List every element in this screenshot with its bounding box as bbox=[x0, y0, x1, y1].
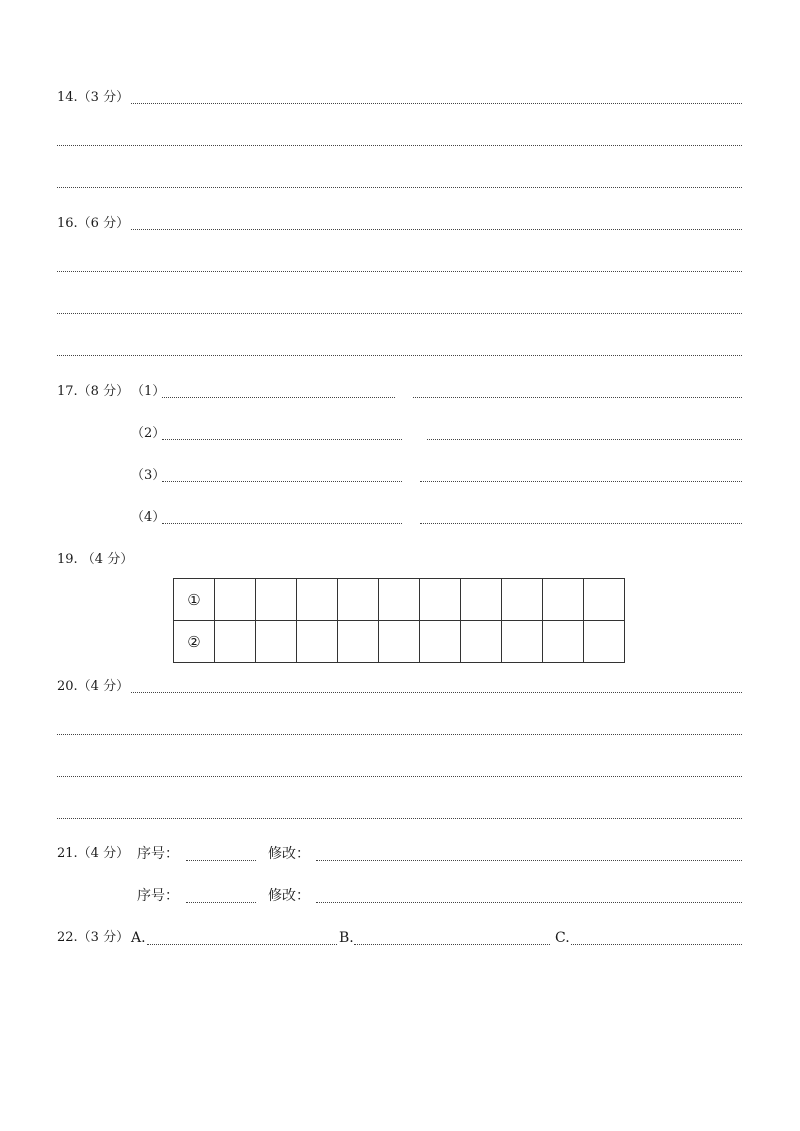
q19-box[interactable] bbox=[543, 579, 584, 621]
q19-box[interactable] bbox=[215, 579, 256, 621]
q20-answer-line-1[interactable] bbox=[131, 692, 742, 693]
q17-part-4-label: （4） bbox=[131, 510, 166, 525]
q19-box[interactable] bbox=[461, 621, 502, 663]
q20-answer-line-3[interactable] bbox=[57, 776, 742, 777]
q19-grid-row-2 bbox=[174, 621, 625, 663]
q14-answer-line-2[interactable] bbox=[57, 145, 742, 146]
q17-part-4-line-b[interactable] bbox=[420, 523, 742, 524]
q19-row-1-marker: ① bbox=[174, 579, 215, 621]
q22-option-a-label: A. bbox=[131, 930, 146, 946]
q19-box[interactable] bbox=[379, 621, 420, 663]
q20-answer-line-4[interactable] bbox=[57, 818, 742, 819]
q21-fix-line-1[interactable] bbox=[316, 860, 742, 861]
q22-option-c-line[interactable] bbox=[571, 944, 742, 945]
q19-box[interactable] bbox=[584, 579, 625, 621]
q19-box[interactable] bbox=[420, 579, 461, 621]
q19-box[interactable] bbox=[502, 621, 543, 663]
q16-answer-line-2[interactable] bbox=[57, 271, 742, 272]
q22-option-a-line[interactable] bbox=[147, 944, 337, 945]
q19-box[interactable] bbox=[256, 579, 297, 621]
q16-answer-line-3[interactable] bbox=[57, 313, 742, 314]
q19-box[interactable] bbox=[338, 579, 379, 621]
q19-label: 19. （4 分） bbox=[57, 552, 134, 567]
q14-answer-line-3[interactable] bbox=[57, 187, 742, 188]
q14-answer-line-1[interactable] bbox=[131, 103, 742, 104]
q17-part-1-line-b[interactable] bbox=[413, 397, 742, 398]
q19-row-2-marker: ② bbox=[174, 621, 215, 663]
q21-fix-line-2[interactable] bbox=[316, 902, 742, 903]
q17-part-4-line-a[interactable] bbox=[162, 523, 402, 524]
q22-option-c-label: C. bbox=[555, 930, 570, 946]
q21-fix-label-1: 修改： bbox=[268, 846, 310, 862]
q17-part-3-line-a[interactable] bbox=[162, 481, 402, 482]
q19-box[interactable] bbox=[584, 621, 625, 663]
q16-answer-line-1[interactable] bbox=[131, 229, 742, 230]
q22-option-b-label: B. bbox=[339, 930, 354, 946]
q20-label: 20.（4 分） bbox=[57, 679, 130, 694]
q19-box[interactable] bbox=[379, 579, 420, 621]
q19-box[interactable] bbox=[502, 579, 543, 621]
q17-part-3-label: （3） bbox=[131, 468, 166, 483]
q19-box[interactable] bbox=[543, 621, 584, 663]
q21-seq-label-2: 序号： bbox=[137, 888, 179, 904]
q19-grid-row-1 bbox=[174, 579, 625, 621]
q22-option-b-line[interactable] bbox=[354, 944, 550, 945]
q21-seq-line-2[interactable] bbox=[186, 902, 256, 903]
q19-box[interactable] bbox=[461, 579, 502, 621]
q17-part-3-line-b[interactable] bbox=[420, 481, 742, 482]
q19-box[interactable] bbox=[256, 621, 297, 663]
q17-part-1-label: （1） bbox=[131, 384, 166, 399]
q21-seq-line-1[interactable] bbox=[186, 860, 256, 861]
q17-part-1-line-a[interactable] bbox=[162, 397, 395, 398]
q17-part-2-label: （2） bbox=[131, 426, 166, 441]
q19-box[interactable] bbox=[297, 621, 338, 663]
q19-box[interactable] bbox=[297, 579, 338, 621]
q16-answer-line-4[interactable] bbox=[57, 355, 742, 356]
q19-answer-grid bbox=[173, 578, 625, 663]
q19-box[interactable] bbox=[338, 621, 379, 663]
q22-label: 22.（3 分） bbox=[57, 930, 130, 945]
q21-fix-label-2: 修改： bbox=[268, 888, 310, 904]
q17-label: 17.（8 分） bbox=[57, 384, 130, 399]
q14-label: 14.（3 分） bbox=[57, 90, 130, 105]
q21-label: 21.（4 分） bbox=[57, 846, 130, 861]
q19-box[interactable] bbox=[215, 621, 256, 663]
q20-answer-line-2[interactable] bbox=[57, 734, 742, 735]
q17-part-2-line-b[interactable] bbox=[427, 439, 742, 440]
q17-part-2-line-a[interactable] bbox=[162, 439, 402, 440]
q19-box[interactable] bbox=[420, 621, 461, 663]
q21-seq-label-1: 序号： bbox=[137, 846, 179, 862]
q16-label: 16.（6 分） bbox=[57, 216, 130, 231]
